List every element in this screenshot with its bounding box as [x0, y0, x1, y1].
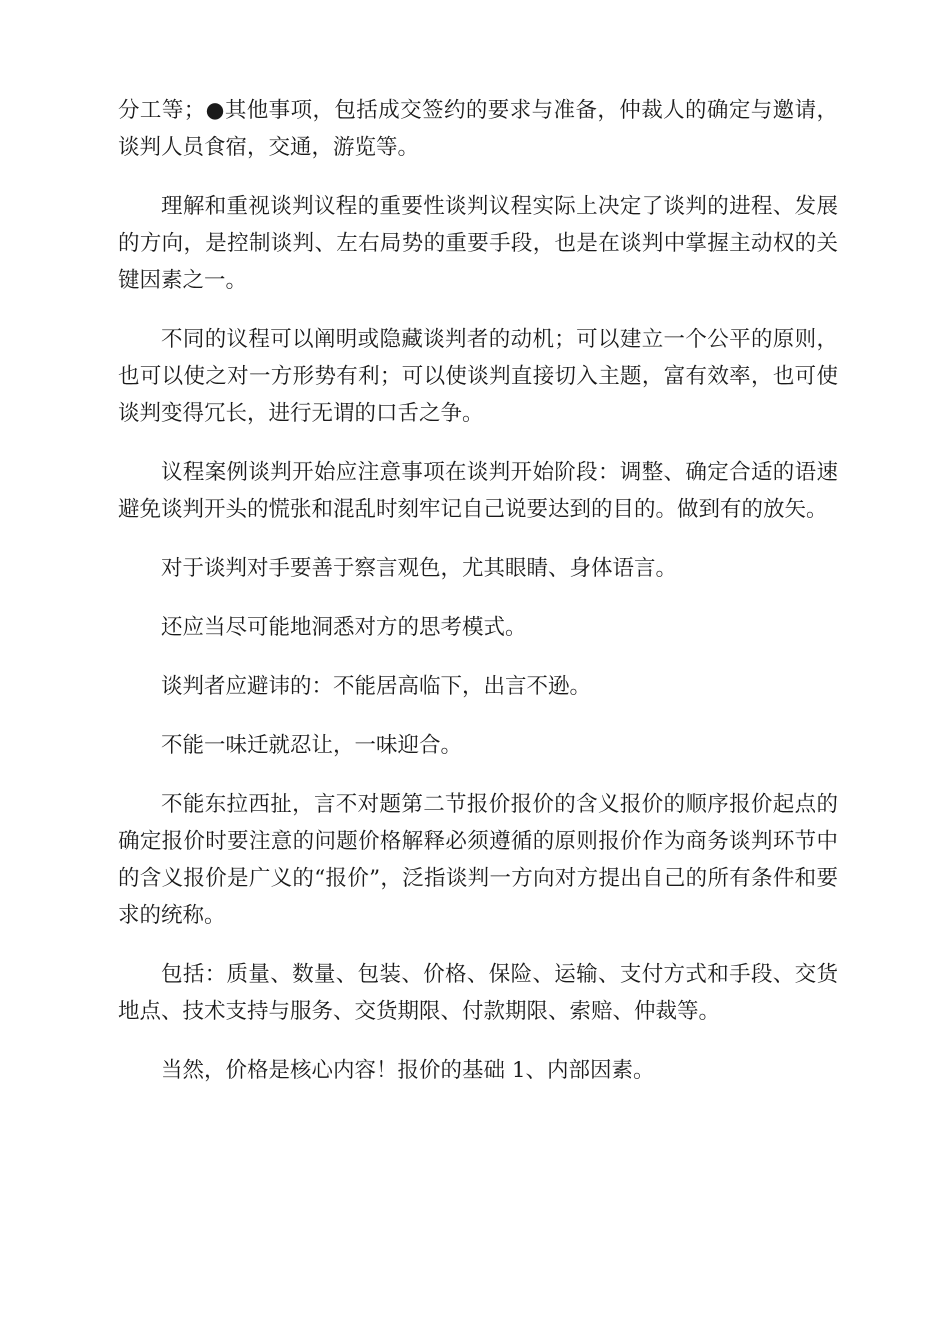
- paragraph-continuation: 分工等；●其他事项，包括成交签约的要求与准备，仲裁人的确定与邀请，谈判人员食宿，交通，游览等。: [118, 98, 838, 160]
- document-body: [118, 92, 838, 1111]
- paragraph-quotation-meaning: 不能东拉西扯，言不对题第二节报价报价的含义报价的顺序报价起点的确定报价时要注意的问题价格解释必须遵循的原则报价作为商务谈判环节中的含义报价是广义的“报价”，泛指谈判一方向对方提出自己的所有条件和要求的统称。: [118, 792, 838, 928]
- paragraph-quotation-items: 包括：质量、数量、包装、价格、保险、运输、支付方式和手段、交货地点、技术支持与服务、交货期限、付款期限、索赔、仲裁等。: [118, 962, 838, 1024]
- paragraph-thinking-mode: 还应当尽可能地洞悉对方的思考模式。: [161, 615, 527, 640]
- paragraph-observe-opponent: 对于谈判对手要善于察言观色，尤其眼睛、身体语言。: [161, 556, 678, 581]
- paragraph-agenda-importance: 理解和重视谈判议程的重要性谈判议程实际上决定了谈判的进程、发展的方向，是控制谈判、左右局势的重要手段，也是在谈判中掌握主动权的关键因素之一。: [118, 194, 838, 293]
- paragraph-avoid-compliance: 不能一味迁就忍让，一味迎合。: [161, 733, 463, 758]
- paragraph-agenda-effects: 不同的议程可以阐明或隐藏谈判者的动机；可以建立一个公平的原则，也可以使之对一方形势有利；可以使谈判直接切入主题，富有效率，也可使谈判变得冗长，进行无谓的口舌之争。: [118, 327, 838, 426]
- paragraph-avoid-arrogance: 谈判者应避讳的：不能居高临下，出言不逊。: [161, 674, 592, 699]
- paragraph-price-core: 当然，价格是核心内容！报价的基础 1、内部因素。: [161, 1058, 655, 1083]
- paragraph-opening-notes: 议程案例谈判开始应注意事项在谈判开始阶段：调整、确定合适的语速避免谈判开头的慌张和混乱时刻牢记自己说要达到的目的。做到有的放矢。: [118, 460, 838, 522]
